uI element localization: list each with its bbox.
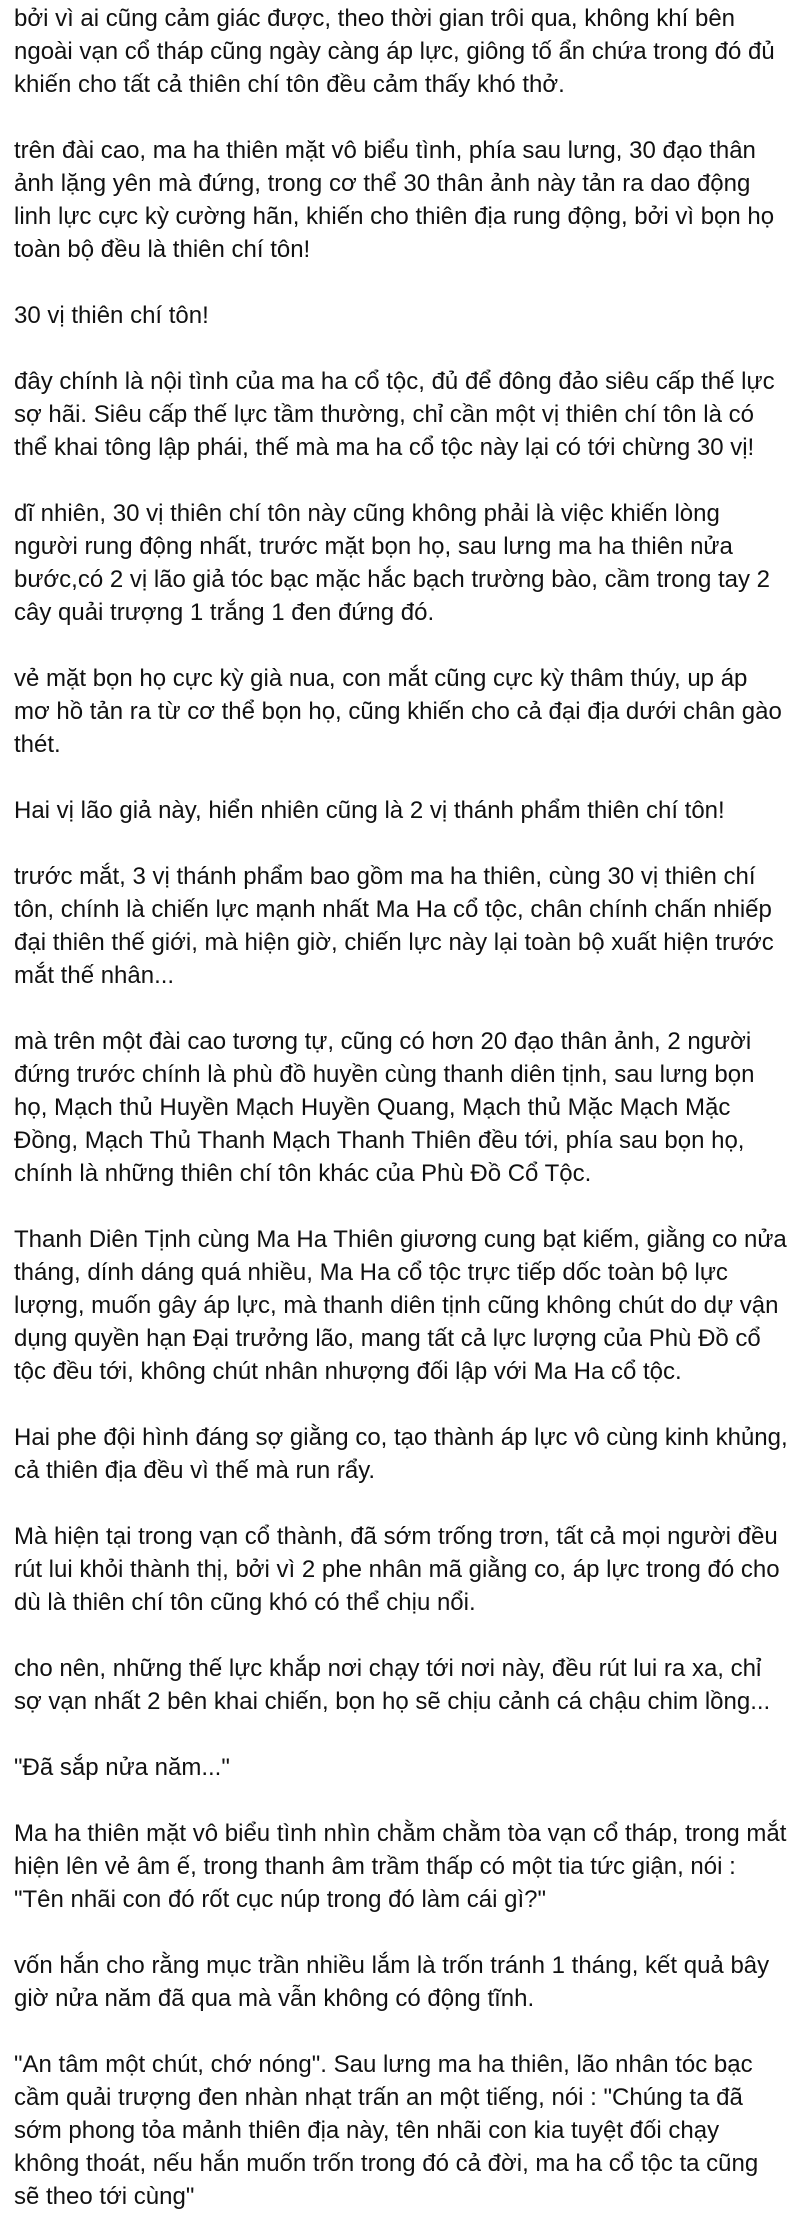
article-body — [14, 2, 800, 2213]
paragraph: cho nên, những thế lực khắp nơi chạy tới nơi này, đều rút lui ra xa, chỉ sợ vạn nhất 2 bên khai chiến, bọn họ sẽ chịu cảnh cá chậu chim lồng... — [14, 1655, 771, 1715]
paragraph: 30 vị thiên chí tôn! — [14, 302, 209, 329]
paragraph: Hai phe đội hình đáng sợ giằng co, tạo thành áp lực vô cùng kinh khủng, cả thiên địa đều vì thế mà run rẩy. — [14, 1424, 788, 1484]
paragraph: "An tâm một chút, chớ nóng". Sau lưng ma ha thiên, lão nhân tóc bạc cầm quải trượng đen nhàn nhạt trấn an một tiếng, nói : "Chúng ta đã sớm phong tỏa mảnh thiên địa này, tên nhãi con kia tuyệt đối chạy không thoát, nếu hắn muốn trốn trong đó cả đời, ma ha cổ tộc ta cũng sẽ theo tới cùng" — [14, 2051, 759, 2210]
paragraph: trên đài cao, ma ha thiên mặt vô biểu tình, phía sau lưng, 30 đạo thân ảnh lặng yên mà đứng, trong cơ thể 30 thân ảnh này tản ra dao động linh lực cực kỳ cường hãn, khiến cho thiên địa rung động, bởi vì bọn họ toàn bộ đều là thiên chí tôn! — [14, 137, 775, 263]
paragraph: Mà hiện tại trong vạn cổ thành, đã sớm trống trơn, tất cả mọi người đều rút lui khỏi thành thị, bởi vì 2 phe nhân mã giằng co, áp lực trong đó cho dù là thiên chí tôn cũng khó có thể chịu nổi. — [14, 1523, 780, 1616]
paragraph: vẻ mặt bọn họ cực kỳ già nua, con mắt cũng cực kỳ thâm thúy, up áp mơ hồ tản ra từ cơ thể bọn họ, cũng khiến cho cả đại địa dưới chân gào thét. — [14, 665, 782, 758]
paragraph: trước mắt, 3 vị thánh phẩm bao gồm ma ha thiên, cùng 30 vị thiên chí tôn, chính là chiến lực mạnh nhất Ma Ha cổ tộc, chân chính chấn nhiếp đại thiên thế giới, mà hiện giờ, chiến lực này lại toàn bộ xuất hiện trước mắt thế nhân... — [14, 863, 774, 989]
paragraph: mà trên một đài cao tương tự, cũng có hơn 20 đạo thân ảnh, 2 người đứng trước chính là phù đồ huyền cùng thanh diên tịnh, sau lưng bọn họ, Mạch thủ Huyền Mạch Huyền Quang, Mạch thủ Mặc Mạch Mặc Đồng, Mạch Thủ Thanh Mạch Thanh Thiên đều tới, phía sau bọn họ, chính là những thiên chí tôn khác của Phù Đồ Cổ Tộc. — [14, 1028, 755, 1187]
paragraph: vốn hắn cho rằng mục trần nhiều lắm là trốn tránh 1 tháng, kết quả bây giờ nửa năm đã qua mà vẫn không có động tĩnh. — [14, 1952, 770, 2012]
paragraph: Ma ha thiên mặt vô biểu tình nhìn chằm chằm tòa vạn cổ tháp, trong mắt hiện lên vẻ âm ế, trong thanh âm trầm thấp có một tia tức giận, nói : "Tên nhãi con đó rốt cục núp trong đó làm cái gì?" — [14, 1820, 787, 1913]
paragraph: Hai vị lão giả này, hiển nhiên cũng là 2 vị thánh phẩm thiên chí tôn! — [14, 797, 725, 824]
paragraph: đây chính là nội tình của ma ha cổ tộc, đủ để đông đảo siêu cấp thế lực sợ hãi. Siêu cấp thế lực tầm thường, chỉ cần một vị thiên chí tôn là có thể khai tông lập phái, thế mà ma ha cổ tộc này lại có tới chừng 30 vị! — [14, 368, 775, 461]
paragraph: Thanh Diên Tịnh cùng Ma Ha Thiên giương cung bạt kiếm, giằng co nửa tháng, dính dáng quá nhiều, Ma Ha cổ tộc trực tiếp dốc toàn bộ lực lượng, muốn gây áp lực, mà thanh diên tịnh cũng không chút do dự vận dụng quyền hạn Đại trưởng lão, mang tất cả lực lượng của Phù Đồ cổ tộc đều tới, không chút nhân nhượng đối lập với Ma Ha cổ tộc. — [14, 1226, 787, 1385]
paragraph: dĩ nhiên, 30 vị thiên chí tôn này cũng không phải là việc khiến lòng người rung động nhất, trước mặt bọn họ, sau lưng ma ha thiên nửa bước,có 2 vị lão giả tóc bạc mặc hắc bạch trường bào, cầm trong tay 2 cây quải trượng 1 trắng 1 đen đứng đó. — [14, 500, 770, 626]
paragraph: "Đã sắp nửa năm..." — [14, 1754, 230, 1781]
paragraph: bởi vì ai cũng cảm giác được, theo thời gian trôi qua, không khí bên ngoài vạn cổ tháp cũng ngày càng áp lực, giông tố ẩn chứa trong đó đủ khiến cho tất cả thiên chí tôn đều cảm thấy khó thở. — [14, 5, 775, 98]
